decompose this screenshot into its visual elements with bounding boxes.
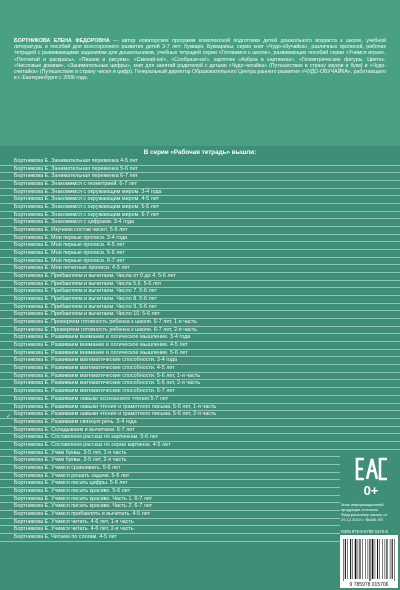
- isbn: ISBN 978-5-9780-1570-6: [341, 529, 388, 534]
- book-list-item: Бортникова Е. Мои первые прописи. 6-7 лет: [0, 258, 400, 266]
- barcode-bar: [379, 539, 380, 579]
- book-list-item: Бортникова Е. Учимся сравнивать. 5-6 лет: [0, 465, 400, 473]
- book-list-item: Бортникова Е. Учимся писать красиво. Часть 1. 6-7 лет: [0, 496, 400, 504]
- book-list-item: Бортникова Е. Прибавляем и вычитаем. Числа от 0 до 4. 5-6 лет: [0, 273, 400, 281]
- barcode-bar: [352, 539, 353, 579]
- book-list-item: Бортникова Е. Прибавляем и вычитаем. Число 8. 5-6 лет: [0, 296, 400, 304]
- book-list-item: Бортникова Е. Проверяем готовность ребенка к школе. 6-7 лет, 1-я часть: [0, 319, 400, 327]
- book-list-item: Бортникова Е. Складываем и вычитаем. 6-7 лет: [0, 427, 400, 435]
- barcode-bar: [343, 539, 344, 581]
- book-list-item: Бортникова Е. Учим буквы. 3-5 лет, 2-я часть: [0, 457, 400, 465]
- age-rating-law-note: Знак информационной продукции согласно Федеральному закону от 29.12.2010 г. №436-ФЗ: [341, 502, 388, 522]
- book-list-item: Бортникова Е. Развиваем навыки чтения и грамотного письма. 5-6 лет, 1-я часть: [0, 404, 400, 412]
- book-list-item: Бортникова Е. Прибавляем и вычитаем. Число 10. 5-6 лет: [0, 311, 400, 319]
- barcode-bar: [394, 539, 395, 581]
- barcode-bar: [362, 539, 363, 579]
- check-mark-icon: ✓: [6, 414, 12, 420]
- book-list-item: Бортникова Е. Развиваем связную речь. 3-4 года: [0, 419, 400, 427]
- author-intro-block: [0, 0, 400, 146]
- book-list-item: Бортникова Е. Развиваем навыки осознанного чтения 5-7 лет: [0, 396, 400, 404]
- book-list-item: Бортникова Е. Знакомимся с окружающим миром. 5-6 лет: [0, 204, 400, 212]
- book-list-item: Бортникова Е. Развиваем внимание и логическое мышление. 4-5 лет: [0, 342, 400, 350]
- barcode-bar: [385, 539, 386, 579]
- book-list-item: Бортникова Е. Знакомимся с цифрами. 3-4 года: [0, 219, 400, 227]
- barcode-bar: [369, 539, 370, 581]
- book-list-item: Бортникова Е. Учимся читать. 4-6 лет, 1-я часть: [0, 519, 400, 527]
- book-list-item: Бортникова Е. Составляем рассказ по картинкам. 5-6 лет: [0, 434, 400, 442]
- book-list-item: Бортникова Е. Прибавляем и вычитаем. Число 7. 5-6 лет: [0, 288, 400, 296]
- book-list-item: Бортникова Е. Развиваем математические способности. 6-7 лет: [0, 388, 400, 396]
- barcode-bar: [355, 539, 357, 579]
- book-list-item: Бортникова Е. Прибавляем и вычитаем. Числа 5,6. 5-6 лет: [0, 281, 400, 289]
- barcode-bar: [365, 539, 366, 579]
- age-rating: 0+: [363, 483, 379, 498]
- barcode-bar: [350, 539, 351, 579]
- book-list-item: Бортникова Е. Учим буквы. 3-5 лет, 1-я часть: [0, 450, 400, 458]
- book-list-item: Бортникова Е. Знакомимся с окружающим миром. 3-4 года: [0, 189, 400, 197]
- barcode-bar: [347, 539, 348, 579]
- barcode-bar: [382, 539, 383, 579]
- book-list-item: Бортникова Е. Изучаем состав чисел. 5-6 лет: [0, 227, 400, 235]
- eac-conformity-mark-icon: [355, 456, 389, 482]
- series-title: В серии «Рабочая тетрадь» вышли:: [143, 149, 257, 156]
- book-list-item: Бортникова Е. Развиваем математические способности. 3-4 года: [0, 357, 400, 365]
- barcode-bar: [358, 539, 359, 579]
- barcode-number: 9 785978 015706: [349, 582, 389, 588]
- book-list-item: Бортникова Е. Знакомимся с геометрией. 6-7 лет: [0, 181, 400, 189]
- book-list-item: Бортникова Е. Развиваем навыки чтения и грамотного письма. 5-6 лет, 2-я часть: [0, 411, 400, 419]
- barcode-bar: [345, 539, 346, 579]
- barcode-bar: [386, 539, 387, 579]
- book-list-item: Бортникова Е. Развиваем внимание и логическое мышление. 3-4 года: [0, 334, 400, 342]
- barcode-bar: [392, 539, 393, 579]
- book-list-item: Бортникова Е. Знакомимся с окружающим миром. 6-7 лет: [0, 212, 400, 220]
- barcode: [340, 535, 398, 588]
- book-list-item: Бортникова Е. Прибавляем и вычитаем. Число 9. 5-6 лет: [0, 304, 400, 312]
- book-list-item: Бортникова Е. Учимся читать. 4-6 лет, 2-я часть: [0, 526, 400, 534]
- book-list-item: Бортникова Е. Развиваем математические способности. 5-6 лет, 2-я часть: [0, 380, 400, 388]
- book-list-item: Бортникова Е. Занимательная переменка 4-5 лет: [0, 158, 400, 166]
- book-list-item: Бортникова Е. Занимательная переменка 6-7 лет: [0, 173, 400, 181]
- barcode-bar: [390, 539, 391, 579]
- barcode-bar: [359, 539, 360, 579]
- author-intro-paragraph: [14, 38, 386, 81]
- barcode-bar: [375, 539, 376, 579]
- book-list-item: Бортникова Е. Развиваем математические способности. 5-6 лет, 1-я часть: [0, 373, 400, 381]
- book-list-item: Бортникова Е. Мои первые прописи. 4-5 лет: [0, 242, 400, 250]
- book-list-item: Бортникова Е. Мои первые прописи. 3-4 года: [0, 235, 400, 243]
- book-list-item: Бортникова Е. Знакомимся с окружающим миром. 4-5 лет: [0, 196, 400, 204]
- author-bio: — автор новаторских программ комплексной подготовки детей дошкольного возраста к школе, учебной литературы и пособий для всестороннего развития детей 3-7 лет: букваря, Букварины, серии книг «Чудо-обучайка», различных прописей, рабочих тетрадей с развивающими заданиями для дошкольников, учебных тетрадей серии «Готовимся к школе», развивающих пособий серии «Учимся играя», «Посчитай и раскрась», «Пишем и рисуем», «Смекай-ка!», «Сообрази-ка!», карточек «Азбука в картинках», «Геометрические фигуры. Цвета», «Числовые домики», «Занимательные цифры», книг для занятий родителей с детьми «Чудо-читайка» (Путешествие в страну звуков и букв) и «Чудо-считайка» (Путешествие в страну чисел и цифр). Генеральный директор Образовательного Центра раннего развития «ЧУДО-ОБУЧАЙКА», работающего в г. Екатеринбурге с 2006 года.: [14, 38, 387, 82]
- book-list-item: Бортникова Е. Учимся писать красиво. Часть 2. 6-7 лет: [0, 503, 400, 511]
- book-list-item: Бортникова Е. Составляем рассказ по серии картинок. 4-5 лет: [0, 442, 400, 450]
- book-list-item: Бортникова Е. Мои печатные прописи. 4-5 лет: [0, 265, 400, 273]
- book-list-item: Бортникова Е. Развиваем внимание и логическое мышление. 5-6 лет: [0, 350, 400, 358]
- book-list-item: Бортникова Е. Мои первые прописи. 5-6 лет: [0, 250, 400, 258]
- book-list-item: Бортникова Е. Учимся прибавлять и вычитать. 4-5 лет: [0, 511, 400, 519]
- author-name: БОРТНИКОВА ЕЛЕНА ФЕДОРОВНА: [14, 38, 110, 44]
- book-list-item: Бортникова Е. Учимся решать задачи. 5-6 лет: [0, 473, 400, 481]
- book-list-item: Бортникова Е. Учимся писать цифры. 5-6 лет: [0, 480, 400, 488]
- book-list-item: Бортникова Е. Развиваем математические способности. 4-5 лет: [0, 365, 400, 373]
- book-list-item: Бортникова Е. Читаем по слогам. 4-5 лет: [0, 534, 400, 542]
- barcode-bar: [368, 539, 369, 579]
- book-list-item: Бортникова Е. Занимательная переменка 5-6 лет: [0, 166, 400, 174]
- barcode-bars: [340, 535, 398, 588]
- book-list-item: Бортникова Е. Проверяем готовность ребенка к школе. 6-7 лет, 2-я часть: [0, 327, 400, 335]
- barcode-bar: [372, 539, 374, 579]
- barcode-bar: [377, 539, 378, 579]
- book-list-item: Бортникова Е. Учимся писать красиво. 5-6 лет: [0, 488, 400, 496]
